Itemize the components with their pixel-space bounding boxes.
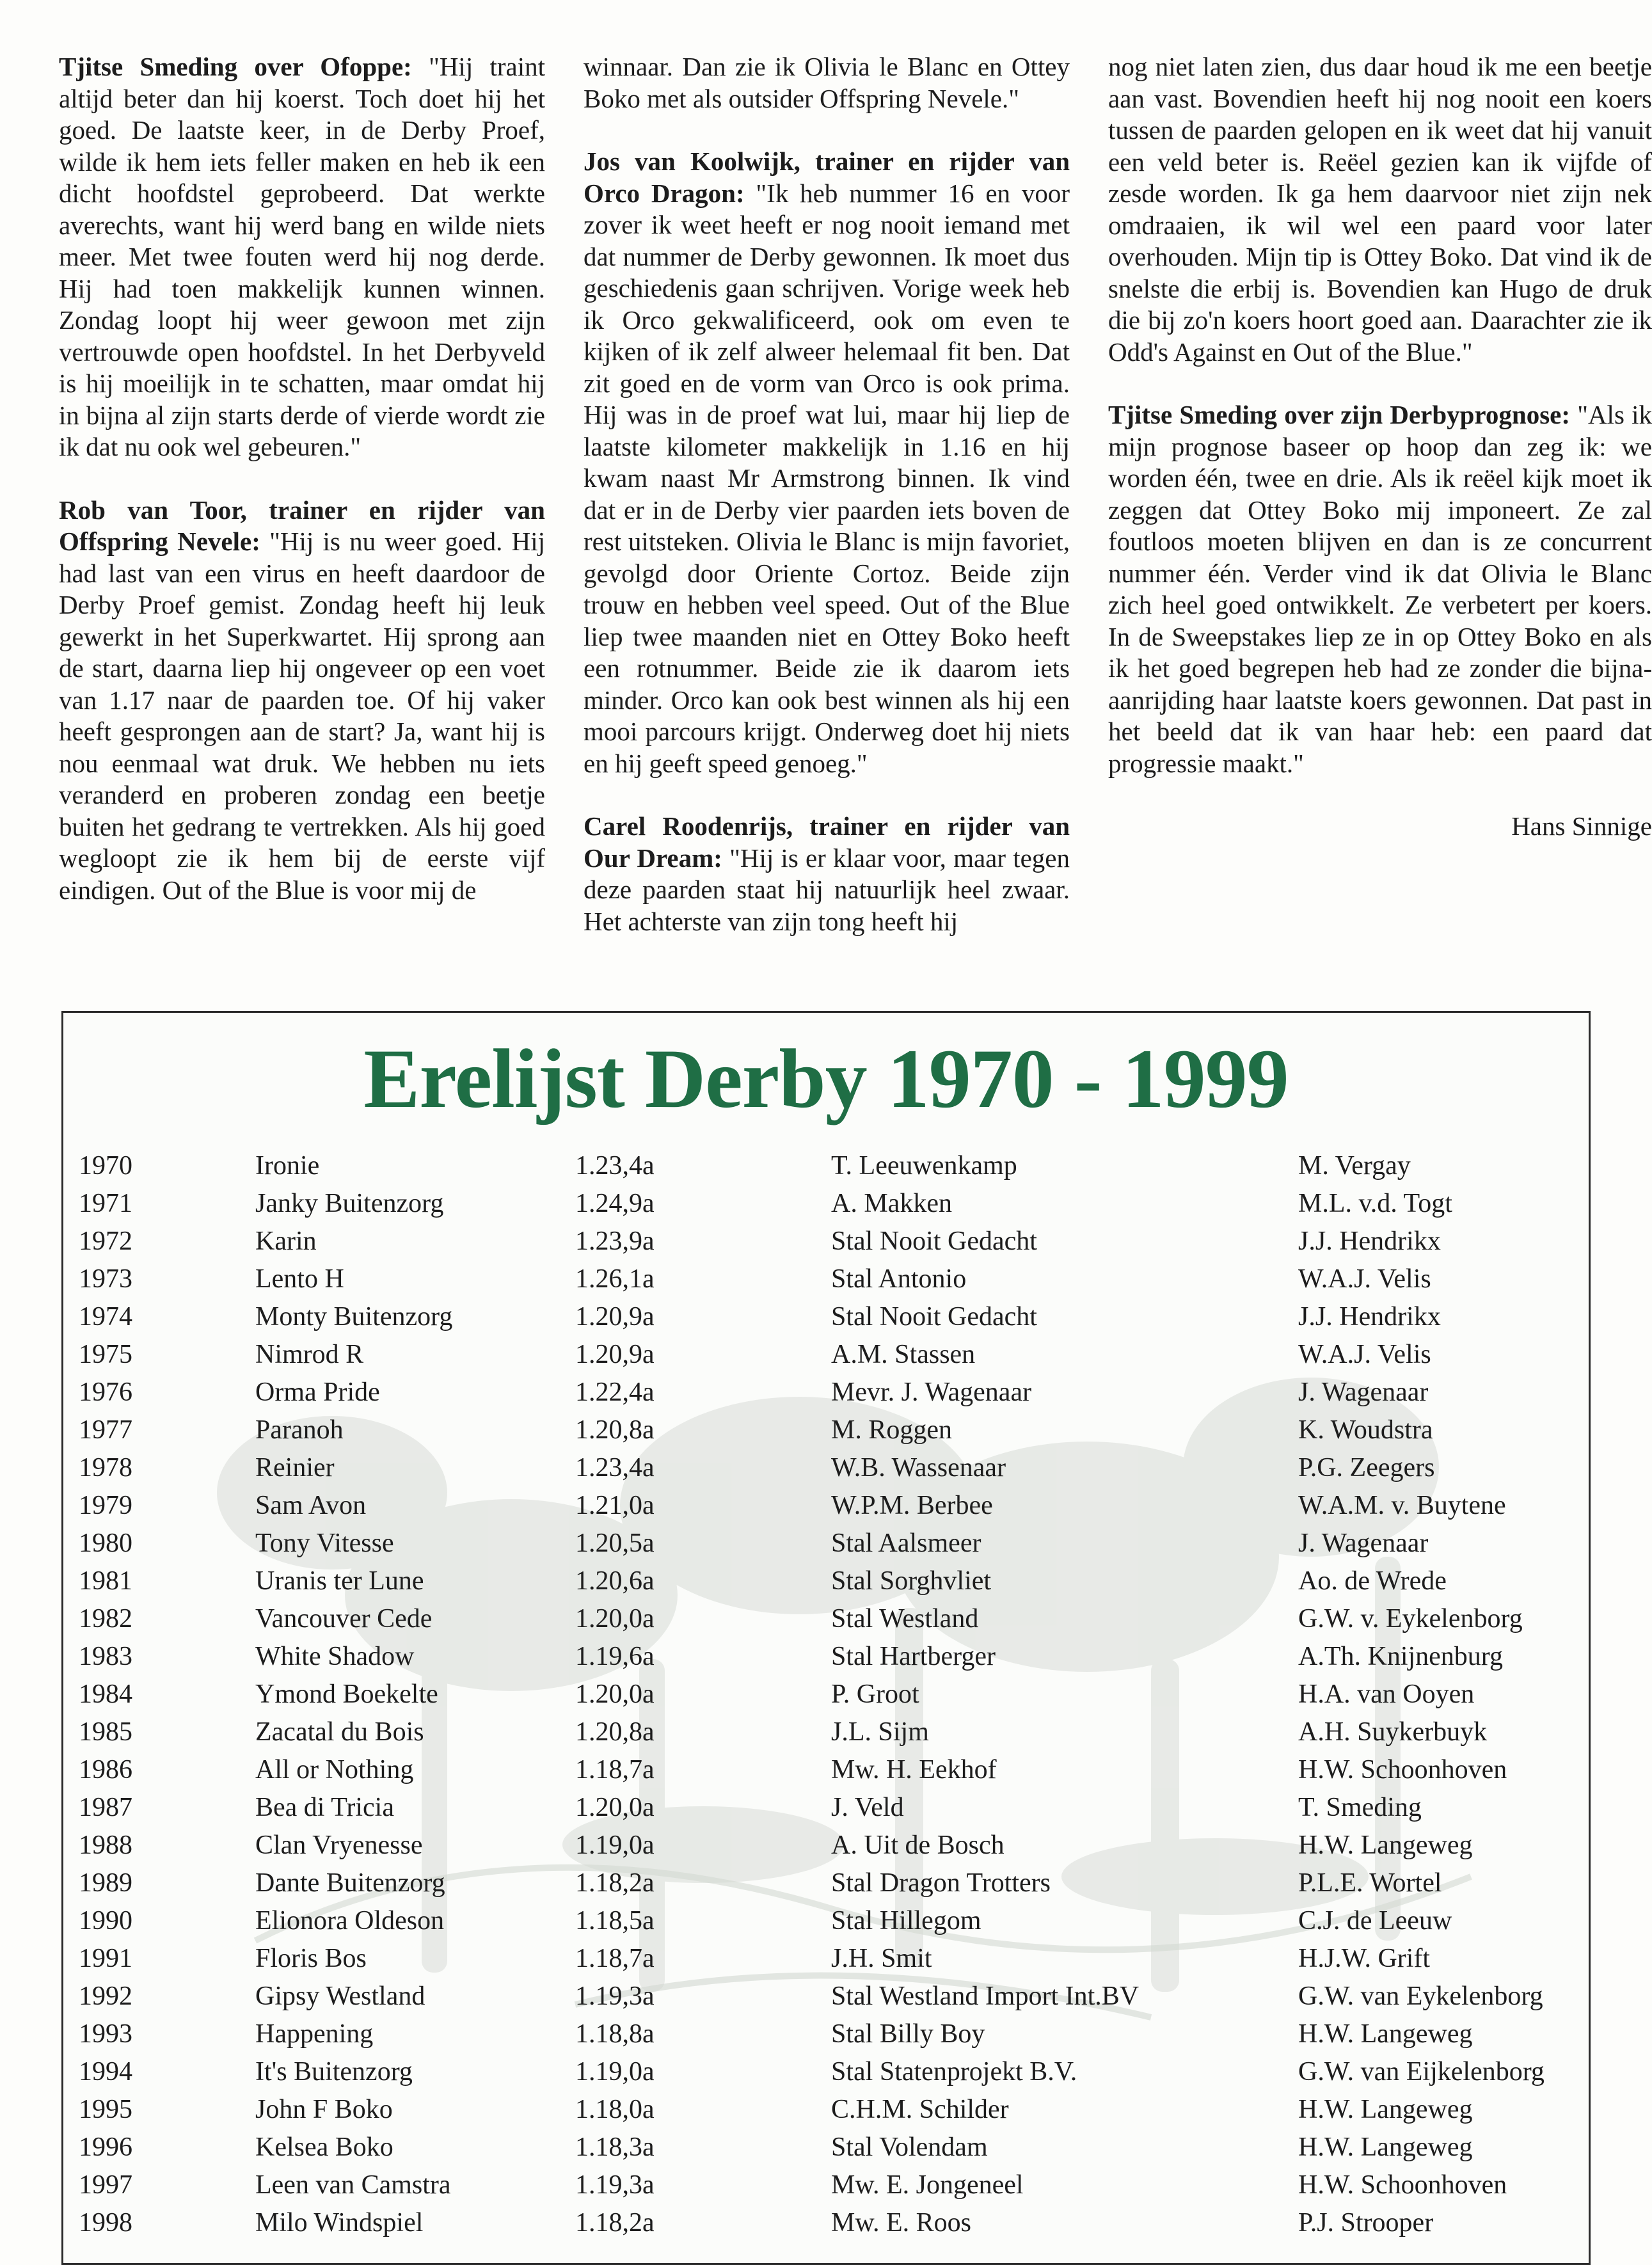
driver-cell: J. Wagenaar (1298, 1529, 1429, 1558)
table-row (63, 1298, 1589, 1336)
year-cell: 1980 (79, 1529, 132, 1558)
driver-cell: G.W. v. Eykelenborg (1298, 1604, 1523, 1633)
owner-cell: Mevr. J. Wagenaar (831, 1378, 1032, 1407)
time-cell: 1.20,0a (575, 1793, 655, 1822)
year-cell: 1998 (79, 2208, 132, 2237)
owner-cell: J.L. Sijm (831, 1717, 929, 1747)
owner-cell: Stal Dragon Trotters (831, 1868, 1051, 1898)
article (59, 51, 1652, 960)
horse-cell: Paranoh (255, 1415, 344, 1445)
time-cell: 1.18,3a (575, 2133, 655, 2162)
horse-cell: Elionora Oldeson (255, 1906, 445, 1935)
driver-cell: Ao. de Wrede (1298, 1566, 1447, 1596)
horse-cell: Ironie (255, 1151, 320, 1180)
table-row (63, 1902, 1589, 1940)
paragraph (584, 146, 1070, 779)
erelijst-box (61, 1011, 1591, 2265)
year-cell: 1977 (79, 1415, 132, 1445)
year-cell: 1973 (79, 1264, 132, 1294)
owner-cell: W.P.M. Berbee (831, 1491, 993, 1520)
owner-cell: T. Leeuwenkamp (831, 1151, 1017, 1180)
time-cell: 1.18,2a (575, 1868, 655, 1898)
table-row (63, 2053, 1589, 2091)
time-cell: 1.19,3a (575, 2170, 655, 2200)
time-cell: 1.19,0a (575, 2057, 655, 2086)
time-cell: 1.21,0a (575, 1491, 655, 1520)
paragraph-lead: Tjitse Smeding over zijn Derbyprognose: (1108, 400, 1571, 429)
driver-cell: P.L.E. Wortel (1298, 1868, 1442, 1898)
owner-cell: P. Groot (831, 1680, 919, 1709)
owner-cell: Stal Westland Import Int.BV (831, 1982, 1140, 2011)
time-cell: 1.19,3a (575, 1982, 655, 2011)
table-row (63, 1374, 1589, 1411)
year-cell: 1996 (79, 2133, 132, 2162)
table-row (63, 1864, 1589, 1902)
time-cell: 1.20,9a (575, 1302, 655, 1331)
horse-cell: It's Buitenzorg (255, 2057, 413, 2086)
paragraph (1108, 399, 1652, 779)
year-cell: 1976 (79, 1378, 132, 1407)
time-cell: 1.18,2a (575, 2208, 655, 2237)
owner-cell: W.B. Wassenaar (831, 1453, 1006, 1482)
year-cell: 1970 (79, 1151, 132, 1180)
paragraph-lead: Tjitse Smeding over Ofoppe: (59, 52, 412, 81)
driver-cell: J.J. Hendrikx (1298, 1302, 1441, 1331)
table-row (63, 1789, 1589, 1827)
time-cell: 1.20,0a (575, 1680, 655, 1709)
time-cell: 1.22,4a (575, 1378, 655, 1407)
table-row (63, 1223, 1589, 1260)
driver-cell: W.A.M. v. Buytene (1298, 1491, 1506, 1520)
year-cell: 1990 (79, 1906, 132, 1935)
paragraph (59, 495, 545, 907)
owner-cell: C.H.M. Schilder (831, 2095, 1009, 2124)
driver-cell: H.W. Langeweg (1298, 2095, 1473, 2124)
year-cell: 1982 (79, 1604, 132, 1633)
owner-cell: Mw. E. Jongeneel (831, 2170, 1024, 2200)
paragraph (584, 51, 1070, 115)
table-row (63, 1487, 1589, 1525)
year-cell: 1994 (79, 2057, 132, 2086)
time-cell: 1.23,4a (575, 1453, 655, 1482)
horse-cell: Janky Buitenzorg (255, 1189, 444, 1218)
owner-cell: A. Uit de Bosch (831, 1831, 1005, 1860)
year-cell: 1988 (79, 1831, 132, 1860)
horse-cell: Milo Windspiel (255, 2208, 424, 2237)
article-column-2 (584, 51, 1070, 969)
table-row (63, 1562, 1589, 1600)
table-row (63, 1147, 1589, 1185)
paragraph-text: "Hij is er klaar voor, maar tegen deze paarden staat hij natuurlijk heel zwaar. Het achterste van zijn tong heeft hij (584, 843, 1070, 936)
time-cell: 1.20,6a (575, 1566, 655, 1596)
horse-cell: Orma Pride (255, 1378, 380, 1407)
owner-cell: J. Veld (831, 1793, 904, 1822)
horse-cell: Monty Buitenzorg (255, 1302, 453, 1331)
time-cell: 1.23,9a (575, 1227, 655, 1256)
owner-cell: Stal Antonio (831, 1264, 967, 1294)
paragraph (59, 51, 545, 463)
table-row (63, 1185, 1589, 1223)
owner-cell: Stal Hillegom (831, 1906, 981, 1935)
driver-cell: M. Vergay (1298, 1151, 1411, 1180)
table-row (63, 2015, 1589, 2053)
driver-cell: K. Woudstra (1298, 1415, 1433, 1445)
driver-cell: J.J. Hendrikx (1298, 1227, 1441, 1256)
paragraph-text: winnaar. Dan zie ik Olivia le Blanc en Ottey Boko met als outsider Offspring Nevele." (584, 52, 1070, 113)
time-cell: 1.19,6a (575, 1642, 655, 1671)
year-cell: 1978 (79, 1453, 132, 1482)
horse-cell: Floris Bos (255, 1944, 367, 1973)
paragraph (1108, 51, 1652, 368)
horse-cell: Gipsy Westland (255, 1982, 425, 2011)
paragraph-text: nog niet laten zien, dus daar houd ik me een beetje aan vast. Bovendien heeft hij nog nooit een koers tussen de paarden gelopen en ik weet dat hij vanuit een veld beter is. Reëel gezien kan ik vijfde of zesde worden. Ik ga hem daarvoor niet zijn nek omdraaien, ik wil wel een paard voor later overhouden. Mijn tip is Ottey Boko. Dat vind ik de snelste die erbij is. Bovendien kan Hugo de druk die bij zo'n koers hoort goed aan. Daarachter zie ik Odd's Against en Out of the Blue." (1108, 52, 1652, 367)
owner-cell: J.H. Smit (831, 1944, 932, 1973)
horse-cell: Clan Vryenesse (255, 1831, 423, 1860)
driver-cell: A.H. Suykerbuyk (1298, 1717, 1488, 1747)
year-cell: 1985 (79, 1717, 132, 1747)
driver-cell: G.W. van Eijkelenborg (1298, 2057, 1545, 2086)
owner-cell: Stal Aalsmeer (831, 1529, 981, 1558)
horse-cell: Bea di Tricia (255, 1793, 394, 1822)
owner-cell: Stal Billy Boy (831, 2019, 985, 2049)
owner-cell: A. Makken (831, 1189, 952, 1218)
horse-cell: Kelsea Boko (255, 2133, 393, 2162)
year-cell: 1972 (79, 1227, 132, 1256)
owner-cell: Stal Westland (831, 1604, 979, 1633)
year-cell: 1974 (79, 1302, 132, 1331)
time-cell: 1.18,7a (575, 1755, 655, 1784)
driver-cell: G.W. van Eykelenborg (1298, 1982, 1543, 2011)
time-cell: 1.20,0a (575, 1604, 655, 1633)
time-cell: 1.20,5a (575, 1529, 655, 1558)
year-cell: 1987 (79, 1793, 132, 1822)
driver-cell: H.W. Langeweg (1298, 1831, 1473, 1860)
owner-cell: Mw. E. Roos (831, 2208, 971, 2237)
driver-cell: W.A.J. Velis (1298, 1264, 1431, 1294)
erelijst-title: Erelijst Derby 1970 - 1999 (363, 1031, 1289, 1125)
table-row (63, 1336, 1589, 1374)
paragraph (584, 811, 1070, 937)
time-cell: 1.18,7a (575, 1944, 655, 1973)
horse-cell: Karin (255, 1227, 317, 1256)
horse-cell: Lento H (255, 1264, 344, 1294)
time-cell: 1.20,9a (575, 1340, 655, 1369)
article-column-3 (1108, 51, 1652, 874)
time-cell: 1.18,8a (575, 2019, 655, 2049)
horse-cell: Uranis ter Lune (255, 1566, 424, 1596)
year-cell: 1991 (79, 1944, 132, 1973)
table-row (63, 1676, 1589, 1713)
paragraph-lead: Jos van Koolwijk, trainer en rijder van Orco Dragon: (584, 147, 1070, 208)
driver-cell: W.A.J. Velis (1298, 1340, 1431, 1369)
driver-cell: J. Wagenaar (1298, 1378, 1429, 1407)
paragraph-text: "Ik heb nummer 16 en voor zover ik weet heeft er nog nooit iemand met dat nummer de Derby gewonnen. Ik moet dus geschiedenis gaan schrijven. Vorige week heb ik Orco gekwalificeerd, ook om even te kijken of ik zelf alweer helemaal fit ben. Dat zit goed en de vorm van Orco is ook prima. Hij was in de proef wat lui, maar hij liep de laatste kilometer makkelijk in 1.16 en hij kwam naast Mr Armstrong binnen. Ik vind dat er in de Derby vier paarden iets boven de rest uitsteken. Olivia le Blanc is mijn favoriet, gevolgd door Oriente Cortoz. Beide zijn trouw en hebben veel speed. Out of the Blue liep twee maanden niet en Ottey Boko heeft een rotnummer. Beide zie ik daarom iets minder. Orco kan ook best winnen als hij een mooi parcours krijgt. Onderweg doet hij niets en hij geeft speed genoeg." (584, 178, 1070, 778)
article-column-1 (59, 51, 545, 937)
owner-cell: Mw. H. Eekhof (831, 1755, 997, 1784)
driver-cell: M.L. v.d. Togt (1298, 1189, 1452, 1218)
paragraph-lead: Carel Roodenrijs, trainer en rijder van Our Dream: (584, 811, 1070, 873)
horse-cell: Happening (255, 2019, 374, 2049)
horse-cell: John F Boko (255, 2095, 393, 2124)
author-signature: Hans Sinnige (1511, 811, 1652, 841)
paragraph-text: "Als ik mijn prognose baseer op hoop dan zeg ik: we worden één, twee en drie. Als ik reëel kijk moet ik zeggen dat Ottey Boko mij imponeert. Ze zal foutloos moeten blijven en dan is ze concurrent nummer één. Verder vind ik dat Olivia le Blanc zich heel goed ontwikkelt. Ze verbetert per koers. In de Sweepstakes liep ze in op Ottey Boko en als ik het goed begrepen heb had ze zonder die bijna-aanrijding haar laatste koers gewonnen. Dat past in het beeld dat ik van haar heb: een paard dat progressie maakt." (1108, 400, 1652, 778)
owner-cell: Stal Volendam (831, 2133, 988, 2162)
table-row (63, 1713, 1589, 1751)
driver-cell: P.G. Zeegers (1298, 1453, 1435, 1482)
year-cell: 1981 (79, 1566, 132, 1596)
paragraph-lead: Rob van Toor, trainer en rijder van Offspring Nevele: (59, 495, 545, 556)
table-row (63, 1411, 1589, 1449)
time-cell: 1.24,9a (575, 1189, 655, 1218)
table-row (63, 2204, 1589, 2242)
time-cell: 1.20,8a (575, 1717, 655, 1747)
horse-cell: Leen van Camstra (255, 2170, 451, 2200)
owner-cell: A.M. Stassen (831, 1340, 976, 1369)
horse-cell: Ymond Boekelte (255, 1680, 438, 1709)
owner-cell: Stal Nooit Gedacht (831, 1302, 1037, 1331)
year-cell: 1986 (79, 1755, 132, 1784)
driver-cell: H.A. van Ooyen (1298, 1680, 1475, 1709)
owner-cell: Stal Sorghvliet (831, 1566, 992, 1596)
driver-cell: H.W. Langeweg (1298, 2133, 1473, 2162)
horse-cell: All or Nothing (255, 1755, 414, 1784)
year-cell: 1975 (79, 1340, 132, 1369)
driver-cell: H.W. Schoonhoven (1298, 2170, 1507, 2200)
time-cell: 1.26,1a (575, 1264, 655, 1294)
table-row (63, 1449, 1589, 1487)
horse-cell: Sam Avon (255, 1491, 367, 1520)
table-row (63, 2166, 1589, 2204)
year-cell: 1997 (79, 2170, 132, 2200)
time-cell: 1.18,0a (575, 2095, 655, 2124)
year-cell: 1979 (79, 1491, 132, 1520)
year-cell: 1984 (79, 1680, 132, 1709)
table-row (63, 1638, 1589, 1676)
time-cell: 1.19,0a (575, 1831, 655, 1860)
year-cell: 1993 (79, 2019, 132, 2049)
driver-cell: H.J.W. Grift (1298, 1944, 1431, 1973)
horse-cell: Zacatal du Bois (255, 1717, 424, 1747)
owner-cell: Stal Nooit Gedacht (831, 1227, 1037, 1256)
year-cell: 1983 (79, 1642, 132, 1671)
paragraph-text: "Hij traint altijd beter dan hij koerst. Toch doet hij het goed. De laatste keer, in de Derby Proef, wilde ik hem iets feller maken en heb ik een dicht hoofdstel geprobeerd. Dat werkte averechts, want hij werd bang en wilde niets meer. Met twee fouten werd hij nog derde. Hij had toen makkelijk kunnen winnen. Zondag loopt hij weer gewoon met zijn vertrouwde open hoofdstel. In het Derbyveld is hij moeilijk in te schatten, maar omdat hij in bijna al zijn starts derde of vierde wordt zie ik dat nu ook wel gebeuren." (59, 52, 545, 461)
time-cell: 1.18,5a (575, 1906, 655, 1935)
driver-cell: H.W. Schoonhoven (1298, 1755, 1507, 1784)
owner-cell: M. Roggen (831, 1415, 952, 1445)
paragraph-text: "Hij is nu weer goed. Hij had last van een virus en heeft daardoor de Derby Proef gemist. Zondag heeft hij leuk gewerkt in het Superkwartet. Hij sprong aan de start, daarna liep hij ongeveer op een voet van 1.17 naar de paarden toe. Of hij vaker heeft gesprongen aan de start? Ja, want hij is nou eenmaal wat druk. We hebben nu iets veranderd en proberen zondag een beetje buiten het gedrang te vertrekken. Als hij goed wegloopt zie ik hem bij de eerste vijf eindigen. Out of the Blue is voor mij de (59, 527, 545, 905)
time-cell: 1.23,4a (575, 1151, 655, 1180)
driver-cell: P.J. Strooper (1298, 2208, 1434, 2237)
year-cell: 1992 (79, 1982, 132, 2011)
horse-cell: White Shadow (255, 1642, 415, 1671)
table-row (63, 1978, 1589, 2015)
table-row (63, 2091, 1589, 2129)
horse-cell: Tony Vitesse (255, 1529, 394, 1558)
table-row (63, 2129, 1589, 2166)
horse-cell: Vancouver Cede (255, 1604, 433, 1633)
table-row (63, 1600, 1589, 1638)
driver-cell: A.Th. Knijnenburg (1298, 1642, 1504, 1671)
table-row (63, 1260, 1589, 1298)
year-cell: 1989 (79, 1868, 132, 1898)
horse-cell: Nimrod R (255, 1340, 364, 1369)
owner-cell: Stal Statenprojekt B.V. (831, 2057, 1077, 2086)
time-cell: 1.20,8a (575, 1415, 655, 1445)
horse-cell: Dante Buitenzorg (255, 1868, 445, 1898)
table-row (63, 1940, 1589, 1978)
table-row (63, 1827, 1589, 1864)
table-row (63, 1751, 1589, 1789)
owner-cell: Stal Hartberger (831, 1642, 996, 1671)
horse-cell: Reinier (255, 1453, 335, 1482)
driver-cell: T. Smeding (1298, 1793, 1422, 1822)
driver-cell: H.W. Langeweg (1298, 2019, 1473, 2049)
year-cell: 1995 (79, 2095, 132, 2124)
table-row (63, 1525, 1589, 1562)
year-cell: 1971 (79, 1189, 132, 1218)
driver-cell: C.J. de Leeuw (1298, 1906, 1452, 1935)
